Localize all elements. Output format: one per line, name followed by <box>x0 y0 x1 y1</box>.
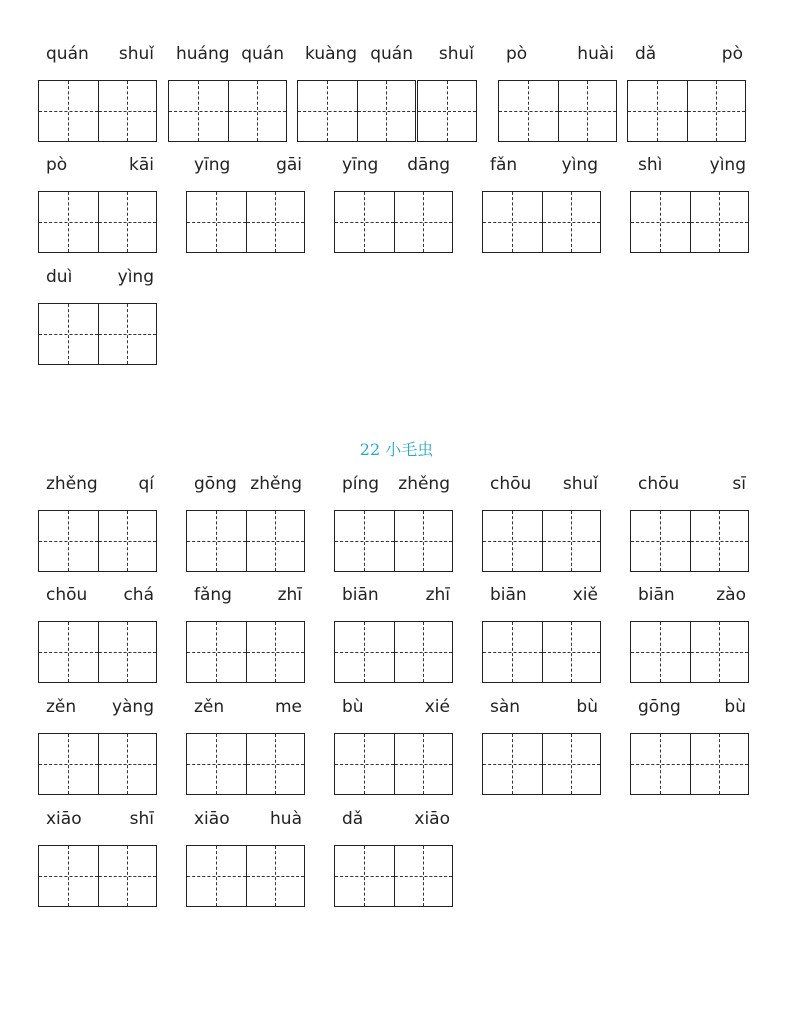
writing-cell[interactable] <box>39 304 98 364</box>
writing-cell[interactable] <box>394 192 453 252</box>
pinyin-labels <box>38 266 156 288</box>
pinyin-label: gōng <box>638 697 681 717</box>
pinyin-label: dǎ <box>342 809 364 829</box>
writing-grid-group <box>417 80 477 142</box>
pinyin-label: zhěng <box>250 474 302 494</box>
pinyin-label: dǎ <box>635 44 657 64</box>
pinyin-labels <box>38 43 156 65</box>
pinyin-label: sàn <box>490 697 521 717</box>
writing-grid-group <box>630 733 749 795</box>
writing-cell[interactable] <box>39 846 98 906</box>
writing-grid-group <box>630 191 749 253</box>
writing-cell[interactable] <box>98 81 157 141</box>
pinyin-label: biān <box>342 585 379 605</box>
writing-cell[interactable] <box>246 734 305 794</box>
writing-cell[interactable] <box>98 846 157 906</box>
pinyin-label: dāng <box>407 155 450 175</box>
pinyin-labels <box>627 43 745 65</box>
writing-cell[interactable] <box>690 622 749 682</box>
pinyin-labels <box>482 154 600 176</box>
writing-grid-group <box>482 510 601 572</box>
writing-grid-group <box>186 191 305 253</box>
writing-grid-group <box>38 303 157 365</box>
writing-cell[interactable] <box>483 511 542 571</box>
writing-cell[interactable] <box>169 81 228 141</box>
lesson-title: 22 小毛虫 <box>359 440 434 459</box>
pinyin-labels <box>186 584 304 606</box>
writing-grid-group <box>38 733 157 795</box>
pinyin-labels <box>334 473 452 495</box>
pinyin-labels <box>334 808 452 830</box>
writing-grid-group <box>482 191 601 253</box>
writing-grid-group <box>334 191 453 253</box>
writing-grid-group <box>482 621 601 683</box>
writing-grid-group <box>334 845 453 907</box>
writing-cell[interactable] <box>39 81 98 141</box>
writing-cell[interactable] <box>98 511 157 571</box>
pinyin-labels <box>482 584 600 606</box>
pinyin-labels <box>38 584 156 606</box>
writing-cell[interactable] <box>39 622 98 682</box>
pinyin-label: zhěng <box>398 474 450 494</box>
pinyin-label: chōu <box>638 474 680 494</box>
writing-grid-group <box>186 845 305 907</box>
pinyin-labels <box>186 154 304 176</box>
pinyin-labels <box>38 808 156 830</box>
writing-cell[interactable] <box>631 622 690 682</box>
pinyin-label: fǎng <box>194 585 232 605</box>
writing-grid-group <box>630 510 749 572</box>
pinyin-label: chōu <box>46 585 88 605</box>
writing-grid-group <box>627 80 746 142</box>
writing-cell[interactable] <box>187 846 246 906</box>
writing-cell[interactable] <box>98 304 157 364</box>
writing-cell[interactable] <box>542 622 601 682</box>
writing-cell[interactable] <box>228 81 287 141</box>
writing-cell[interactable] <box>39 734 98 794</box>
pinyin-labels <box>630 584 748 606</box>
pinyin-labels <box>630 154 748 176</box>
pinyin-labels <box>482 696 600 718</box>
writing-cell[interactable] <box>499 81 558 141</box>
pinyin-label: gāi <box>276 155 302 175</box>
writing-grid-group <box>38 80 157 142</box>
writing-grid-group <box>38 191 157 253</box>
writing-cell[interactable] <box>394 734 453 794</box>
pinyin-label: huáng <box>176 44 230 64</box>
writing-cell[interactable] <box>542 192 601 252</box>
pinyin-labels <box>297 43 415 65</box>
pinyin-labels <box>482 473 600 495</box>
writing-cell[interactable] <box>335 192 394 252</box>
writing-cell[interactable] <box>687 81 746 141</box>
pinyin-labels <box>186 696 304 718</box>
pinyin-label: yīng <box>342 155 379 175</box>
writing-cell[interactable] <box>98 192 157 252</box>
pinyin-label: chōu <box>490 474 532 494</box>
pinyin-label: bù <box>724 697 746 717</box>
pinyin-labels <box>498 43 616 65</box>
pinyin-label: biān <box>638 585 675 605</box>
writing-grid-group <box>186 733 305 795</box>
writing-cell[interactable] <box>335 846 394 906</box>
pinyin-label: duì <box>46 267 73 287</box>
pinyin-label: zhī <box>277 585 302 605</box>
writing-cell[interactable] <box>631 734 690 794</box>
pinyin-label: yìng <box>117 267 154 287</box>
pinyin-label: shì <box>638 155 663 175</box>
pinyin-label: zěn <box>46 697 77 717</box>
pinyin-label: xiāo <box>194 809 230 829</box>
writing-cell[interactable] <box>631 511 690 571</box>
writing-cell[interactable] <box>98 734 157 794</box>
writing-grid-group <box>186 621 305 683</box>
pinyin-labels <box>186 473 304 495</box>
pinyin-label: shuǐ <box>562 474 598 494</box>
writing-grid-group <box>334 510 453 572</box>
pinyin-label: bù <box>576 697 598 717</box>
pinyin-labels <box>186 808 304 830</box>
pinyin-label: quán <box>46 44 89 64</box>
writing-cell[interactable] <box>246 511 305 571</box>
pinyin-labels <box>334 584 452 606</box>
writing-cell[interactable] <box>246 846 305 906</box>
pinyin-label: pò <box>721 44 743 64</box>
pinyin-label: zěn <box>194 697 225 717</box>
writing-cell[interactable] <box>298 81 357 141</box>
pinyin-label: quán <box>370 44 413 64</box>
pinyin-label: kāi <box>129 155 154 175</box>
writing-cell[interactable] <box>335 734 394 794</box>
writing-cell[interactable] <box>187 622 246 682</box>
pinyin-label: gōng <box>194 474 237 494</box>
pinyin-label: quán <box>241 44 284 64</box>
pinyin-label: yàng <box>111 697 154 717</box>
writing-grid-group <box>630 621 749 683</box>
writing-cell[interactable] <box>542 511 601 571</box>
pinyin-label: xiě <box>572 585 598 605</box>
writing-cell[interactable] <box>39 192 98 252</box>
writing-cell[interactable] <box>394 622 453 682</box>
writing-grid-group <box>38 510 157 572</box>
writing-cell[interactable] <box>631 192 690 252</box>
pinyin-label: yìng <box>709 155 746 175</box>
writing-grid-group <box>186 510 305 572</box>
writing-cell[interactable] <box>394 511 453 571</box>
pinyin-labels <box>38 696 156 718</box>
pinyin-labels <box>38 473 156 495</box>
writing-cell[interactable] <box>335 622 394 682</box>
writing-cell[interactable] <box>483 192 542 252</box>
pinyin-label: sī <box>732 474 746 494</box>
pinyin-labels <box>630 696 748 718</box>
writing-cell[interactable] <box>187 734 246 794</box>
writing-cell[interactable] <box>690 734 749 794</box>
pinyin-label: zhěng <box>46 474 98 494</box>
writing-cell[interactable] <box>558 81 617 141</box>
writing-cell[interactable] <box>98 622 157 682</box>
pinyin-label: biān <box>490 585 527 605</box>
writing-cell[interactable] <box>690 192 749 252</box>
writing-grid-group <box>38 845 157 907</box>
pinyin-label: yìng <box>561 155 598 175</box>
writing-grid-group <box>334 621 453 683</box>
writing-cell[interactable] <box>335 511 394 571</box>
pinyin-labels <box>168 43 286 65</box>
pinyin-labels <box>38 154 156 176</box>
pinyin-label: xiāo <box>46 809 82 829</box>
writing-cell[interactable] <box>542 734 601 794</box>
pinyin-label: yīng <box>194 155 231 175</box>
pinyin-label: xiāo <box>414 809 450 829</box>
pinyin-label: shuǐ <box>118 44 154 64</box>
pinyin-labels <box>334 696 452 718</box>
writing-cell[interactable] <box>246 622 305 682</box>
writing-cell[interactable] <box>483 734 542 794</box>
writing-cell[interactable] <box>628 81 687 141</box>
writing-grid-group <box>482 733 601 795</box>
writing-cell[interactable] <box>187 511 246 571</box>
writing-cell[interactable] <box>483 622 542 682</box>
writing-grid-group <box>297 80 416 142</box>
writing-grid-group <box>334 733 453 795</box>
pinyin-labels <box>334 154 452 176</box>
pinyin-labels <box>630 473 748 495</box>
writing-cell[interactable] <box>39 511 98 571</box>
writing-cell[interactable] <box>394 846 453 906</box>
pinyin-labels <box>417 43 476 65</box>
pinyin-label: huà <box>270 809 302 829</box>
pinyin-label: shī <box>129 809 154 829</box>
writing-cell[interactable] <box>357 81 416 141</box>
writing-cell[interactable] <box>187 192 246 252</box>
pinyin-label: pò <box>506 44 528 64</box>
writing-grid-group <box>38 621 157 683</box>
writing-grid-group <box>498 80 617 142</box>
pinyin-label: zhī <box>425 585 450 605</box>
pinyin-label: pò <box>46 155 68 175</box>
pinyin-label: bù <box>342 697 364 717</box>
writing-cell[interactable] <box>246 192 305 252</box>
pinyin-label: chá <box>123 585 154 605</box>
pinyin-label: huài <box>577 44 614 64</box>
pinyin-label: zào <box>716 585 746 605</box>
pinyin-label: xié <box>424 697 450 717</box>
writing-cell[interactable] <box>690 511 749 571</box>
pinyin-label: qí <box>138 474 154 494</box>
writing-grid-group <box>168 80 287 142</box>
pinyin-label: píng <box>342 474 380 494</box>
writing-cell[interactable] <box>418 81 476 141</box>
pinyin-label: fǎn <box>490 155 518 175</box>
pinyin-label: me <box>274 697 302 717</box>
pinyin-label: kuàng <box>305 44 358 64</box>
pinyin-label: shuǐ <box>438 44 474 64</box>
